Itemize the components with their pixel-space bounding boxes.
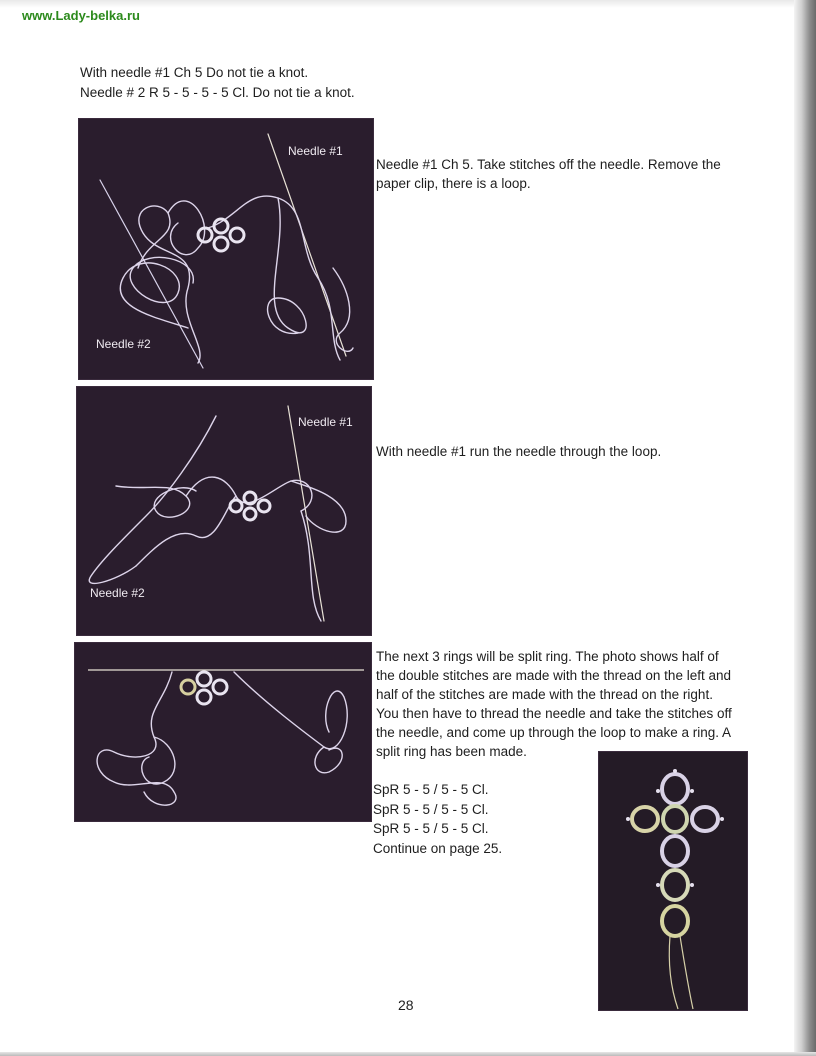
step-3-text (376, 647, 752, 761)
step-1-text (376, 155, 752, 193)
photo-step-3 (74, 642, 372, 822)
intro-line-1: With needle #1 Ch 5 Do not tie a knot. (80, 65, 309, 80)
page-number: 28 (398, 997, 414, 1013)
photo-step-1 (78, 118, 374, 380)
pattern-rows (373, 780, 502, 858)
pattern-row: Continue on page 25. (373, 840, 503, 856)
thread-illustration-3 (74, 642, 372, 822)
photo-finished-cross (598, 751, 748, 1011)
pattern-row: SpR 5 - 5 / 5 - 5 Cl. (373, 821, 489, 836)
label-needle-2: Needle #2 (96, 337, 151, 351)
step-3-line-6: split ring has been made. (376, 744, 527, 759)
page-bottom-edge (0, 1052, 816, 1056)
step-1-line-2: paper clip, there is a loop. (376, 176, 531, 191)
pattern-row: SpR 5 - 5 / 5 - 5 Cl. (373, 782, 489, 797)
intro-line-2: Needle # 2 R 5 - 5 - 5 - 5 Cl. Do not tie a knot. (80, 85, 355, 100)
step-1-line-1: Needle #1 Ch 5. Take stitches off the needle. Remove the (376, 157, 721, 172)
step-3-line-2: the double stitches are made with the thread on the left and (376, 668, 731, 683)
label-needle-2: Needle #2 (90, 586, 145, 600)
step-2-text: With needle #1 run the needle through the loop. (376, 444, 662, 459)
photo-step-2 (76, 386, 372, 636)
label-needle-1: Needle #1 (298, 415, 353, 429)
step-3-line-4: You then have to thread the needle and take the stitches off (376, 706, 732, 721)
site-url-watermark: www.Lady-belka.ru (22, 8, 140, 23)
step-3-line-5: the needle, and come up through the loop to make a ring. A (376, 725, 731, 740)
intro-instructions (80, 63, 355, 103)
step-3-line-3: half of the stitches are made with the thread on the right. (376, 687, 713, 702)
top-strip (0, 0, 816, 8)
page-edge-shadow (794, 0, 816, 1056)
step-3-line-1: The next 3 rings will be split ring. The photo shows half of (376, 649, 719, 664)
tatted-cross-illustration (598, 751, 748, 1011)
label-needle-1: Needle #1 (288, 144, 343, 158)
pattern-row: SpR 5 - 5 / 5 - 5 Cl. (373, 801, 489, 817)
